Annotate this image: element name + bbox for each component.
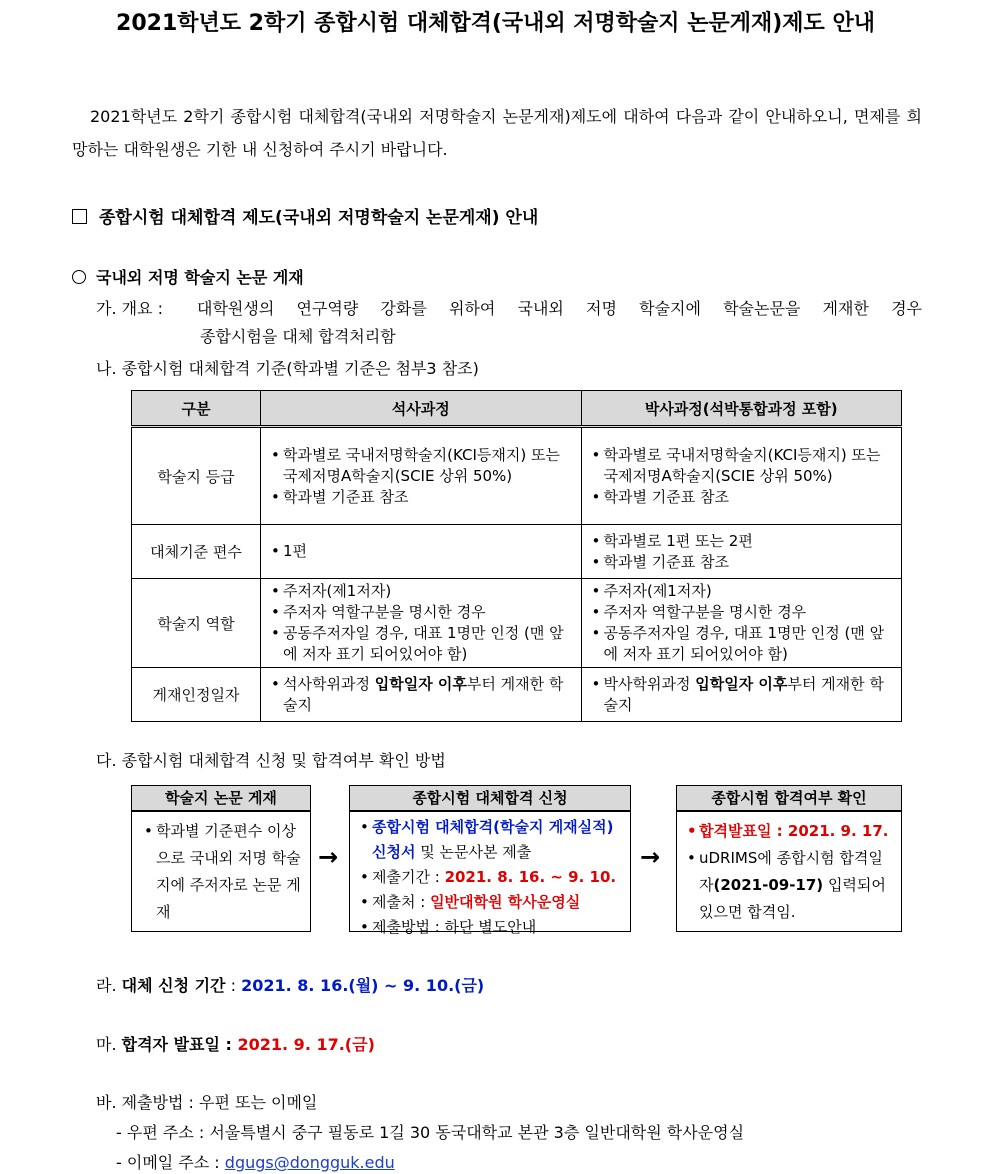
table-cell	[261, 525, 582, 579]
list-item: • 주저자 역할구분을 명시한 경우	[283, 602, 573, 623]
item-a-text-1: 대학원생의 연구역량 강화를 위하여 국내외 저명 학술지에 학술논문을 게재한 경우	[197, 299, 922, 318]
table-cell	[261, 579, 582, 668]
flow-box1-title: 학술지 논문 게재	[131, 785, 311, 811]
list-item: • uDRIMS에 종합시험 합격일자(2021-09-17) 입력되어있으면 합격임.	[699, 845, 893, 926]
list-item: • 공동주저자일 경우, 대표 1명만 인정 (맨 앞에 저자 표기 되어있어야 함)	[604, 623, 894, 665]
item-b: 나. 종합시험 대체합격 기준(학과별 기준은 첨부3 참조)	[96, 359, 479, 378]
criteria-table	[131, 390, 902, 722]
list-item: • 제출기간 : 2021. 8. 16. ~ 9. 10.	[372, 865, 622, 890]
sub-heading: 국내외 저명 학술지 논문 게재	[72, 265, 304, 288]
row-label: 학술지 역할	[132, 579, 261, 668]
list-item: • 제출처 : 일반대학원 학사운영실	[372, 890, 622, 915]
list-item: • 합격발표일 : 2021. 9. 17.	[699, 818, 893, 845]
right-arrow-icon: →	[640, 843, 661, 871]
email-link[interactable]: dgugs@dongguk.edu	[224, 1153, 395, 1172]
list-item: • 공동주저자일 경우, 대표 1명만 인정 (맨 앞에 저자 표기 되어있어야 함)	[283, 623, 573, 665]
table-header: 석사과정	[261, 391, 582, 427]
list-item: • 주저자(제1저자)	[604, 581, 894, 602]
table-header: 박사과정(석박통합과정 포함)	[581, 391, 902, 427]
list-item: • 1편	[283, 541, 573, 562]
flow-box2-body	[349, 811, 631, 936]
table-cell	[581, 579, 902, 668]
list-item: • 박사학위과정 입학일자 이후부터 게재한 학술지	[604, 674, 894, 716]
item-c: 다. 종합시험 대체합격 신청 및 합격여부 확인 방법	[96, 751, 446, 770]
row-label: 학술지 등급	[132, 427, 261, 525]
table-cell	[261, 427, 582, 525]
list-item: • 학과별 기준표 참조	[604, 552, 894, 573]
email-address: - 이메일 주소 : dgugs@dongguk.edu	[116, 1153, 395, 1172]
table-row	[132, 668, 902, 722]
item-e: 마. 합격자 발표일 : 2021. 9. 17.(금)	[96, 1035, 375, 1054]
table-cell	[581, 668, 902, 722]
row-label: 게재인정일자	[132, 668, 261, 722]
table-row	[132, 579, 902, 668]
list-item: • 학과별로 국내저명학술지(KCI등재지) 또는 국제저명A학술지(SCIE 상위 50%)	[283, 445, 573, 487]
square-bullet-icon	[72, 209, 87, 224]
circle-bullet-icon	[72, 270, 86, 284]
table-cell	[261, 668, 582, 722]
table-row	[132, 525, 902, 579]
item-a-label: 가. 개요 :	[96, 299, 164, 318]
list-item: • 학과별로 1편 또는 2편	[604, 531, 894, 552]
item-d: 라. 대체 신청 기간 : 2021. 8. 16.(월) ~ 9. 10.(금)	[96, 976, 485, 995]
flow-box2-title: 종합시험 대체합격 신청	[349, 785, 631, 811]
right-arrow-icon: →	[318, 843, 339, 871]
list-item: • 학과별로 국내저명학술지(KCI등재지) 또는 국제저명A학술지(SCIE 상위 50%)	[604, 445, 894, 487]
list-item: • 제출방법 : 하단 별도안내	[372, 915, 622, 940]
postal-address: - 우편 주소 : 서울특별시 중구 필동로 1길 30 동국대학교 본관 3층 일반대학원 학사운영실	[116, 1123, 745, 1142]
item-a-text-2: 종합시험을 대체 합격처리함	[200, 327, 396, 346]
list-item: • 주저자(제1저자)	[283, 581, 573, 602]
flow-box3-body	[676, 811, 902, 932]
intro-paragraph: 2021학년도 2학기 종합시험 대체합격(국내외 저명학술지 논문게재)제도에 대하여 다음과 같이 안내하오니, 면제를 희망하는 대학원생은 기한 내 신청하여 주시기 바랍니다.	[72, 107, 922, 159]
list-item: • 학과별 기준표 참조	[283, 487, 573, 508]
item-f-heading: 바. 제출방법 : 우편 또는 이메일	[96, 1093, 318, 1112]
row-label: 대체기준 편수	[132, 525, 261, 579]
page-title: 2021학년도 2학기 종합시험 대체합격(국내외 저명학술지 논문게재)제도 안내	[116, 11, 875, 36]
flow-box3-title: 종합시험 합격여부 확인	[676, 785, 902, 811]
table-cell	[581, 525, 902, 579]
list-item: • 학과별 기준표 참조	[604, 487, 894, 508]
list-item: • 학과별 기준편수 이상으로 국내외 저명 학술지에 주저자로 논문 게재	[156, 818, 302, 926]
list-item: • 석사학위과정 입학일자 이후부터 게재한 학술지	[283, 674, 573, 716]
list-item: • 주저자 역할구분을 명시한 경우	[604, 602, 894, 623]
table-header: 구분	[132, 391, 261, 427]
table-row	[132, 427, 902, 525]
table-cell	[581, 427, 902, 525]
section-heading: 종합시험 대체합격 제도(국내외 저명학술지 논문게재) 안내	[72, 203, 538, 228]
list-item: • 종합시험 대체합격(학술지 게재실적) 신청서 및 논문사본 제출	[372, 815, 622, 865]
flow-box1-body	[131, 811, 311, 932]
